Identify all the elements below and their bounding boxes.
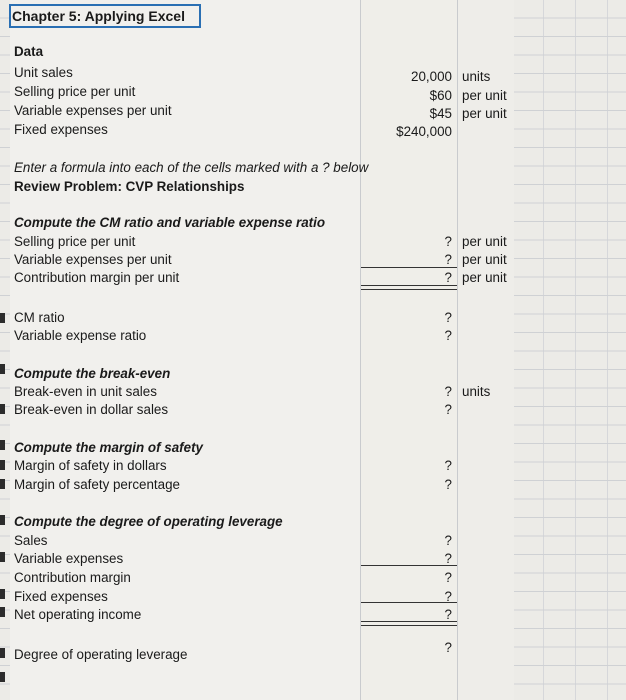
formula-cell[interactable]: ? [444, 458, 452, 473]
row-marker [0, 552, 5, 562]
cell-label[interactable]: Break-even in dollar sales [14, 402, 169, 417]
dol-row-contribution-margin [0, 568, 626, 586]
row-marker [0, 460, 5, 470]
instruction-row [0, 158, 626, 176]
cell-unit[interactable]: per unit [462, 106, 507, 121]
instruction-text[interactable]: Enter a formula into each of the cells marked with a ? below [14, 160, 369, 175]
review-title-row [0, 177, 626, 195]
cell-label[interactable]: Selling price per unit [14, 234, 136, 249]
cell-label[interactable]: Contribution margin [14, 570, 131, 585]
formula-cell[interactable]: ? [444, 533, 452, 548]
cell-label[interactable]: Margin of safety percentage [14, 477, 180, 492]
breakeven-heading-row [0, 364, 626, 382]
chapter-title[interactable]: Chapter 5: Applying Excel [12, 8, 185, 24]
mos-heading[interactable]: Compute the margin of safety [14, 440, 203, 455]
selected-cell-outline [9, 4, 201, 28]
cell-label[interactable]: CM ratio [14, 310, 65, 325]
cell-value[interactable]: $60 [429, 88, 452, 103]
cell-label[interactable]: Degree of operating leverage [14, 647, 188, 662]
cm-heading-row [0, 213, 626, 231]
row-marker [0, 672, 5, 682]
dol-row-net-operating-income [0, 605, 626, 623]
row-marker [0, 648, 5, 658]
row-marker [0, 404, 5, 414]
cell-value[interactable]: $45 [429, 106, 452, 121]
formula-cell[interactable]: ? [444, 234, 452, 249]
dol-result-row [0, 640, 626, 663]
formula-cell[interactable]: ? [444, 589, 452, 604]
cell-label[interactable]: Unit sales [14, 65, 73, 80]
formula-cell[interactable]: ? [444, 402, 452, 417]
cell-label[interactable]: Selling price per unit [14, 84, 136, 99]
ratio-row-variable [0, 326, 626, 344]
cm-row-selling-price [0, 232, 626, 250]
total-double-underline [361, 621, 457, 626]
cm-row-contribution-margin [0, 268, 626, 286]
cm-row-variable-expenses [0, 250, 626, 268]
cell-label[interactable]: Variable expenses per unit [14, 252, 172, 267]
cell-label[interactable]: Variable expenses [14, 551, 124, 566]
cell-label[interactable]: Fixed expenses [14, 589, 108, 604]
row-marker [0, 313, 5, 323]
dol-heading[interactable]: Compute the degree of operating leverage [14, 514, 283, 529]
row-marker [0, 364, 5, 374]
breakeven-heading[interactable]: Compute the break-even [14, 366, 171, 381]
cell-label[interactable]: Contribution margin per unit [14, 270, 180, 285]
formula-cell[interactable]: ? [444, 270, 452, 285]
dol-heading-row [0, 512, 626, 530]
mos-row-percentage [0, 475, 626, 493]
cell-value[interactable]: $240,000 [396, 124, 452, 139]
ratio-row-cm [0, 308, 626, 326]
subtotal-underline [361, 602, 457, 603]
cell-label[interactable]: Break-even in unit sales [14, 384, 157, 399]
cell-unit[interactable]: per unit [462, 88, 507, 103]
mos-heading-row [0, 438, 626, 456]
data-heading[interactable]: Data [14, 44, 44, 59]
cell-value[interactable]: 20,000 [411, 69, 452, 84]
formula-cell[interactable]: ? [444, 384, 452, 399]
cell-unit[interactable]: units [462, 384, 491, 399]
review-title[interactable]: Review Problem: CVP Relationships [14, 179, 245, 194]
data-row-selling-price [0, 82, 626, 103]
breakeven-row-units [0, 382, 626, 400]
data-row-fixed-expenses [0, 120, 626, 138]
data-row-unit-sales [0, 63, 626, 84]
row-marker [0, 440, 5, 450]
dol-row-sales [0, 531, 626, 549]
breakeven-row-dollars [0, 400, 626, 418]
cell-unit[interactable]: per unit [462, 234, 507, 249]
mos-row-dollars [0, 456, 626, 474]
formula-cell[interactable]: ? [444, 328, 452, 343]
formula-cell[interactable]: ? [444, 607, 452, 622]
cell-label[interactable]: Net operating income [14, 607, 142, 622]
data-row-variable-expenses [0, 101, 626, 119]
formula-cell[interactable]: ? [444, 477, 452, 492]
cell-label[interactable]: Fixed expenses [14, 122, 108, 137]
formula-cell[interactable]: ? [444, 570, 452, 585]
cell-unit[interactable]: per unit [462, 252, 507, 267]
subtotal-underline [361, 565, 457, 566]
cell-label[interactable]: Variable expenses per unit [14, 103, 172, 118]
cell-label[interactable]: Variable expense ratio [14, 328, 147, 343]
row-marker [0, 515, 5, 525]
data-heading-row [0, 42, 626, 60]
cell-label[interactable]: Margin of safety in dollars [14, 458, 167, 473]
total-double-underline [361, 285, 457, 290]
formula-cell[interactable]: ? [444, 640, 452, 655]
row-marker [0, 479, 5, 489]
cm-heading[interactable]: Compute the CM ratio and variable expense ratio [14, 215, 326, 230]
cell-label[interactable]: Sales [14, 533, 48, 548]
row-marker [0, 607, 5, 617]
cell-unit[interactable]: units [462, 69, 491, 84]
dol-row-variable-expenses [0, 549, 626, 567]
row-marker [0, 589, 5, 599]
cell-unit[interactable]: per unit [462, 270, 507, 285]
formula-cell[interactable]: ? [444, 310, 452, 325]
formula-cell[interactable]: ? [444, 252, 452, 267]
formula-cell[interactable]: ? [444, 551, 452, 566]
dol-row-fixed-expenses [0, 587, 626, 605]
